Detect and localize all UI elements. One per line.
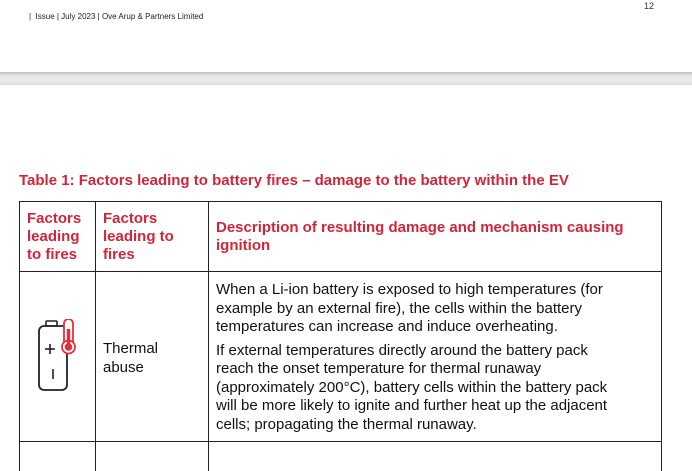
table-caption: Table 1: Factors leading to battery fires – damage to the battery within the EV bbox=[19, 172, 569, 189]
header-description-column: Description of resulting damage and mechanism causing ignition bbox=[216, 219, 624, 254]
page-footer: | Issue | July 2023 | Ove Arup & Partners Limited bbox=[29, 12, 204, 21]
description-thermal-abuse bbox=[216, 281, 656, 434]
previous-page-bottom bbox=[0, 0, 692, 72]
page-separator bbox=[0, 72, 692, 85]
header-factors-icon-column: Factors leading to fires bbox=[27, 210, 82, 263]
factor-thermal-abuse: Thermal abuse bbox=[103, 340, 159, 376]
header-factors-column: Factors leading to fires bbox=[103, 210, 174, 263]
description-paragraph: If external temperatures directly around the battery pack reach the onset temperature for thermal runaway (approximately 200°C), battery cells within the battery pack will be more likely to ignite and further heat up the adjacent cells; propagating the thermal runaway. bbox=[216, 341, 608, 433]
page-number: 12 bbox=[643, 1, 654, 11]
description-paragraph: When a Li-ion battery is exposed to high temperatures (for example by an external fire), the cells within the battery temperatures can increase and induce overheating. bbox=[216, 281, 603, 335]
battery-thermometer-icon bbox=[37, 319, 81, 400]
factors-table bbox=[19, 201, 662, 471]
